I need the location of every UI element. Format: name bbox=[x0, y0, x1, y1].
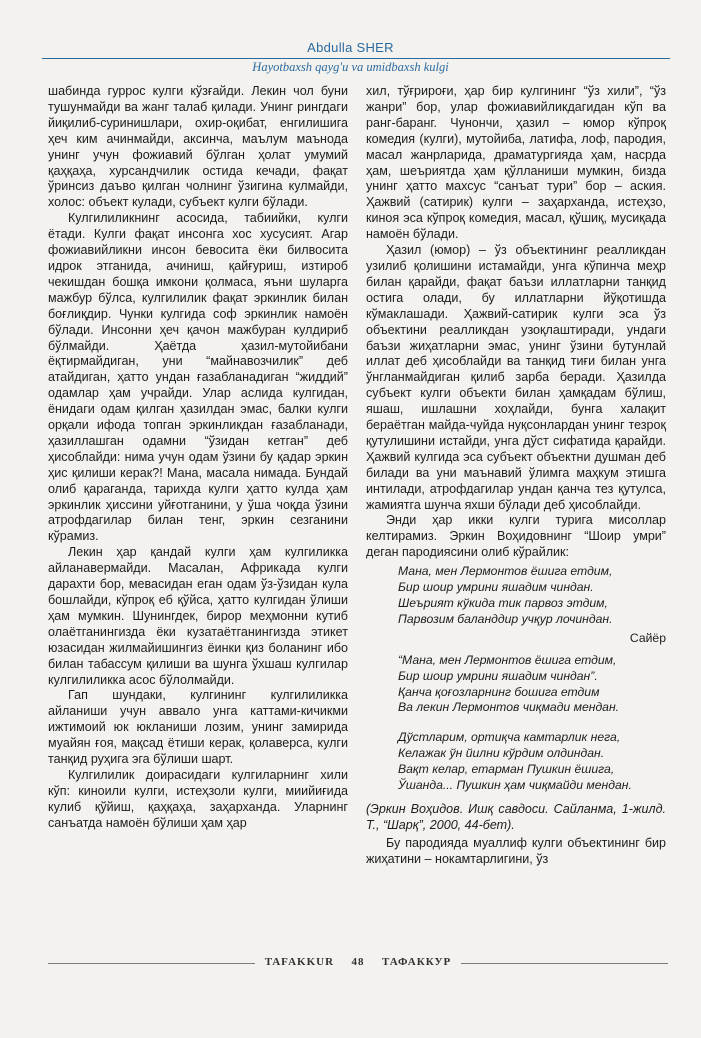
poem-line: Дўстларим, ортиқча камтарлик нега, bbox=[398, 730, 621, 745]
poem-line: “Мана, мен Лермонтов ёшига етдим, bbox=[398, 652, 617, 667]
poem-line: Қанча қоғозларнинг бошига етдим bbox=[398, 684, 600, 699]
paragraph: Ҳазил (юмор) – ўз объектининг реалликдан узилиб қолишини истамайди, унга кўпинча меҳр билан қарайди, фақат баъзи иллатларни танқид остига олади, бу иллатларни йўқотишда кўмаклашади. Ҳажвий-сатирик кулги эса ўз объектини реалликдан узоқлаштиради, ундаги баъзи жиҳатларни эмас, унинг ўзини бутунлай иллат деб ҳисоблайди ва танқид тиғи билан унга ўнгланмайдиган қилиб зарба беради. Ҳазилда субъект кулги объекти билан ҳамқадам бўлиш, яшаш, ишлашни хоҳлайди, бунга халақит бераётган майда-чуйда нуқсонлардан унинг тезроқ қутулишини истайди, унга дўст сифатида қарайди. Ҳажвий кулгида эса субъект объектни душман деб билади ва уни маънавий ўлимга маҳкум этишга интилади, атрофдагилар ундан қанча тез қутулса, жамиятга шунча яхши бўлади деб ҳисоблайди. bbox=[366, 243, 666, 512]
paragraph: хил, тўғрироғи, ҳар бир кулгининг “ўз хили”, “ўз жанри” бор, улар фожиавийликдагидан кўп ва ранг-баранг. Чунончи, ҳазил – юмор кўпроқ комедия (кулги), мутойиба, латифа, лоф, пародия, масал жанрларида, драматургияда ҳам, насрда ҳам, шеъриятда ҳам қўлланиши мумкин, бизда унинг ҳатто махсус “санъат тури” бор – аския. Ҳажвий (сатирик) кулги – заҳарханда, истеҳзо, киноя эса кўпроқ комедия, масал, қўшиқ, мусиқада намоён бўлади. bbox=[366, 84, 666, 242]
poem-line: Парвозим баланддир учқур лочиндан. bbox=[398, 611, 613, 626]
paragraph: Энди ҳар икки кулги турига мисоллар келтирамиз. Эркин Воҳидовнинг “Шоир умри” деган пародиясини олиб кўрайлик: bbox=[366, 513, 666, 560]
header-rule bbox=[42, 58, 670, 59]
poem-line: Ўшанда... Пушкин ҳам чиқмайди мендан. bbox=[398, 778, 632, 793]
poem-line: Ва лекин Лермонтов чиқмади мендан. bbox=[398, 700, 620, 715]
header-author: Abdulla SHER bbox=[307, 40, 394, 55]
paragraph: Кулгилилик доирасидаги кулгиларнинг хили кўп: киноили кулги, истеҳзоли кулги, миийиғида кулиб қўйиш, қаҳқаҳа, заҳарханда. Уларнинг санъатда намоён бўлиши ҳам ҳар bbox=[48, 767, 348, 830]
footer-right-label: ТАФАККУР bbox=[377, 956, 456, 968]
poem-signature: Сайёр bbox=[629, 630, 666, 645]
footer-left-label: TAFAKKUR bbox=[260, 956, 339, 968]
citation: (Эркин Воҳидов. Ишқ савдоси. Сайланма, 1-жилд. Т., “Шарқ”, 2000, 44-бет). bbox=[366, 801, 666, 832]
paragraph: Гап шундаки, кулгининг кулгилиликка айланиши учун аввало унга каттами-кичикми ижтимоий юк юкланиши лозим, унинг замирида муайян ғоя, мақсад ётиши керак, қолаверса, кулги танқид руҳига эга бўлиши шарт. bbox=[48, 688, 348, 767]
poem-stanza-1 bbox=[366, 564, 666, 628]
footer-text bbox=[48, 956, 668, 968]
poem-line: Бир шоир умрини яшадим чиндан. bbox=[398, 580, 594, 595]
poem-line: Вақт келар, етарман Пушкин ёшига, bbox=[398, 762, 615, 777]
header-subtitle: Hayotbaxsh qayg'u va umidbaxsh kulgi bbox=[252, 60, 449, 74]
paragraph: Бу пародияда муаллиф кулги объектининг бир жиҳатини – нокамтарлигини, ўз bbox=[366, 835, 666, 866]
paragraph: Кулгилиликнинг асосида, табиийки, кулги ётади. Кулги фақат инсонга хос хусусият. Агар фожиавийликни инсон бевосита ёки билвосита идрок этганида, ачиниш, қайғуриш, изтироб чекишдан бошқа имкони қолмаса, яъни шуларга мажбур бўлса, кулгилилик фақат эркинлик билан боғлиқдир. Чунки кулгида соф эркинлик намоён бўлади. Инсонни ҳеч қачон мажбуран кулдириб бўлмайди. Ҳаётда ҳазил-мутойибани ёқтирмайдиган, уни “майнавозчилик” деб атайдиган, ҳатто ундан ғазабланадиган “жиддий” одамлар ҳам учрайди. Улар аслида кулгидан, ёнидаги одам қилган ҳазилдан эмас, балки кулги орқали ифода топган эркинликдан ғазабланади, ҳазиллашган одамни “ўзидан кетган” деб ҳисоблайди: нима учун одам ўзини бу қадар эркин ҳис қилиши керак?! Мана, масала нимада. Бундай олиб қараганда, тарихда кулги ҳатто кулда ҳам эркинлик ҳиссини уйғотганини, у ўша чоқда ўзини атрофдагилар билан тенг, эркин сезганини кўрамиз. bbox=[48, 211, 348, 544]
paragraph: Лекин ҳар қандай кулги ҳам кулгиликка айланавермайди. Масалан, Африкада кулги дарахти бор, мевасидан еган одам ўз-ўзидан кула бошлайди, кўпроқ еб қўйса, ҳатто кулгидан ўлиши ҳам мумкин. Шунингдек, бирор меҳмонни кутиб олаётганингизда ёки кузатаётганингизда этикет юзасидан жилмайишингиз ёинки қиз боланинг ибо билан табассум қилиши ва шунга ўхшаш кулгилар кулгилиликка асос бўлолмайди. bbox=[48, 545, 348, 687]
page-number: 48 bbox=[347, 956, 370, 968]
right-column bbox=[366, 84, 666, 868]
poem-stanza-2 bbox=[366, 653, 666, 717]
running-header bbox=[0, 40, 701, 55]
poem-line: Мана, мен Лермонтов ёшига етдим, bbox=[398, 564, 613, 579]
poem-line: Шеърият кўкида тик парвоз этдим, bbox=[398, 596, 608, 610]
paragraph: шабинда гуррос кулги кўзғайди. Лекин чол буни тушунмайди ва жанг талаб қилади. Унинг рингдаги йиқилиб-суринишлари, охир-оқибат, енгилишига ҳеч ким ачинмайди, аксинча, маълум маънода унинг учун фожиавий бўлган ҳолат умумий қаҳқаҳа, хурсандчилик остида кечади, фақат ўринсиз даъво қилган чолнинг ўзигина кулмайди, холос: объект кулади, субъект кулги бўлади. bbox=[48, 84, 348, 210]
poem-line: Келажак ўн йилни кўрдим олдиндан. bbox=[398, 746, 605, 761]
running-footer bbox=[48, 956, 668, 970]
poem-line: Бир шоир умрини яшадим чиндан”. bbox=[398, 668, 598, 683]
poem-stanza-3 bbox=[366, 730, 666, 794]
left-column bbox=[48, 84, 348, 832]
stanza-gap bbox=[366, 719, 666, 727]
